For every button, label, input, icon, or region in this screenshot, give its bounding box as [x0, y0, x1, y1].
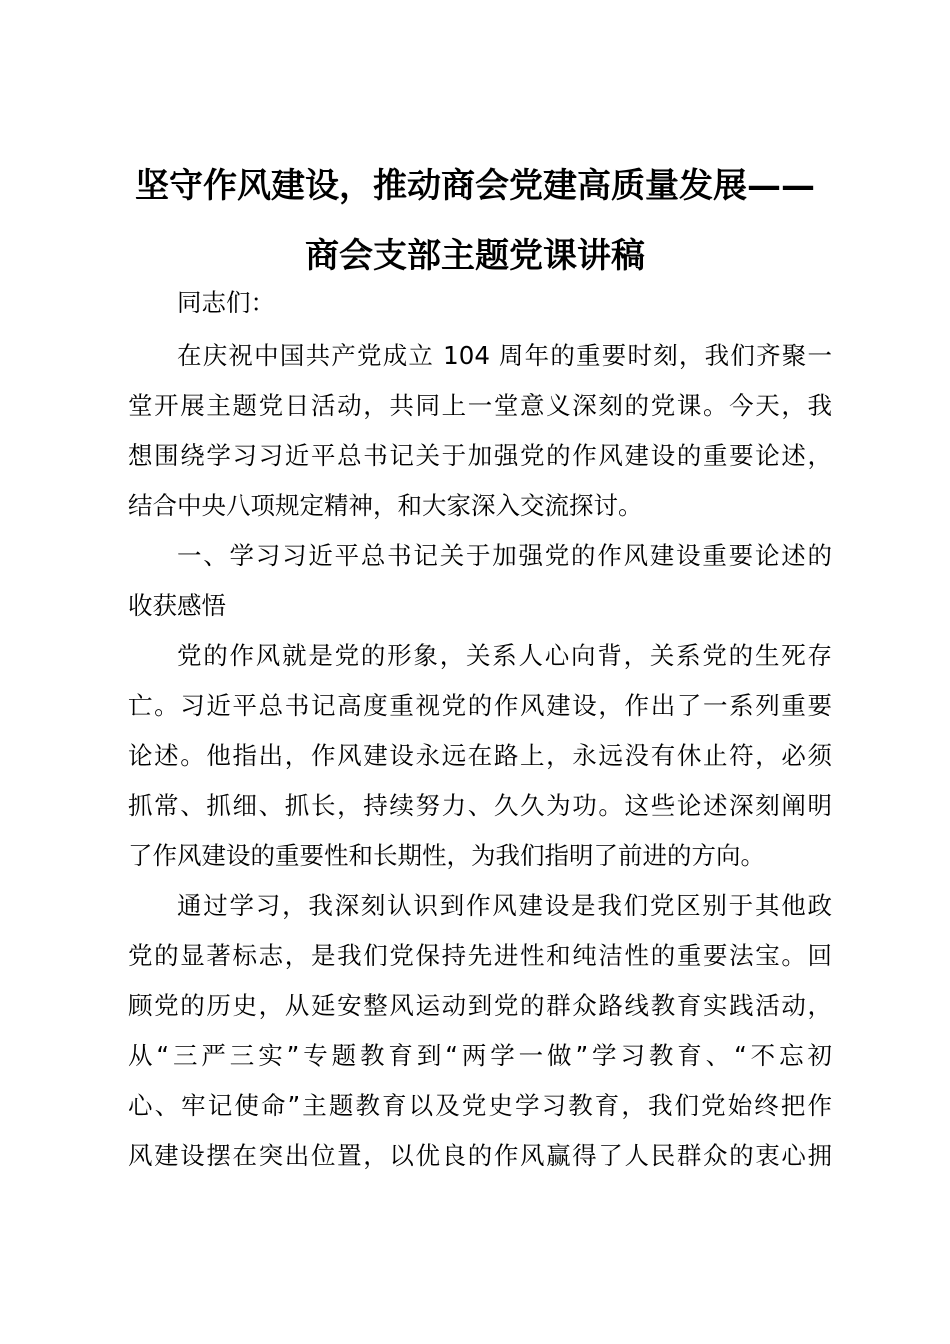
body-line: 风建设摆在突出位置，以优良的作风赢得了人民群众的衷心拥: [128, 1141, 832, 1170]
section-heading-line: 一、学习习近平总书记关于加强党的作风建设重要论述的: [177, 541, 832, 570]
document-title-line-1: 坚守作风建设，推动商会党建高质量发展——: [135, 166, 815, 206]
document-title-line-2: 商会支部主题党课讲稿: [305, 236, 645, 276]
body-line: 堂开展主题党日活动，共同上一堂意义深刻的党课。今天，我: [128, 391, 832, 420]
body-line: 心、牢记使命”主题教育以及党史学习教育，我们党始终把作: [128, 1091, 832, 1120]
body-line: 抓常、抓细、抓长，持续努力、久久为功。这些论述深刻阐明: [128, 791, 832, 820]
body-line: 在庆祝中国共产党成立 104 周年的重要时刻，我们齐聚一: [177, 341, 832, 370]
body-line: 想围绕学习习近平总书记关于加强党的作风建设的重要论述，: [128, 441, 832, 470]
body-line: 从“三严三实”专题教育到“两学一做”学习教育、“不忘初: [128, 1041, 832, 1070]
body-line: 顾党的历史，从延安整风运动到党的群众路线教育实践活动，: [128, 991, 832, 1020]
body-line: 论述。他指出，作风建设永远在路上，永远没有休止符，必须: [128, 741, 832, 770]
salutation: 同志们：: [177, 288, 275, 317]
body-line: 结合中央八项规定精神，和大家深入交流探讨。: [128, 491, 643, 520]
body-line: 党的作风就是党的形象，关系人心向背，关系党的生死存: [177, 641, 832, 670]
body-line: 通过学习，我深刻认识到作风建设是我们党区别于其他政: [177, 891, 832, 920]
section-heading-line: 收获感悟: [128, 591, 226, 620]
body-line: 党的显著标志，是我们党保持先进性和纯洁性的重要法宝。回: [128, 941, 832, 970]
body-line: 了作风建设的重要性和长期性，为我们指明了前进的方向。: [128, 841, 765, 870]
body-line: 亡。习近平总书记高度重视党的作风建设，作出了一系列重要: [128, 691, 832, 720]
